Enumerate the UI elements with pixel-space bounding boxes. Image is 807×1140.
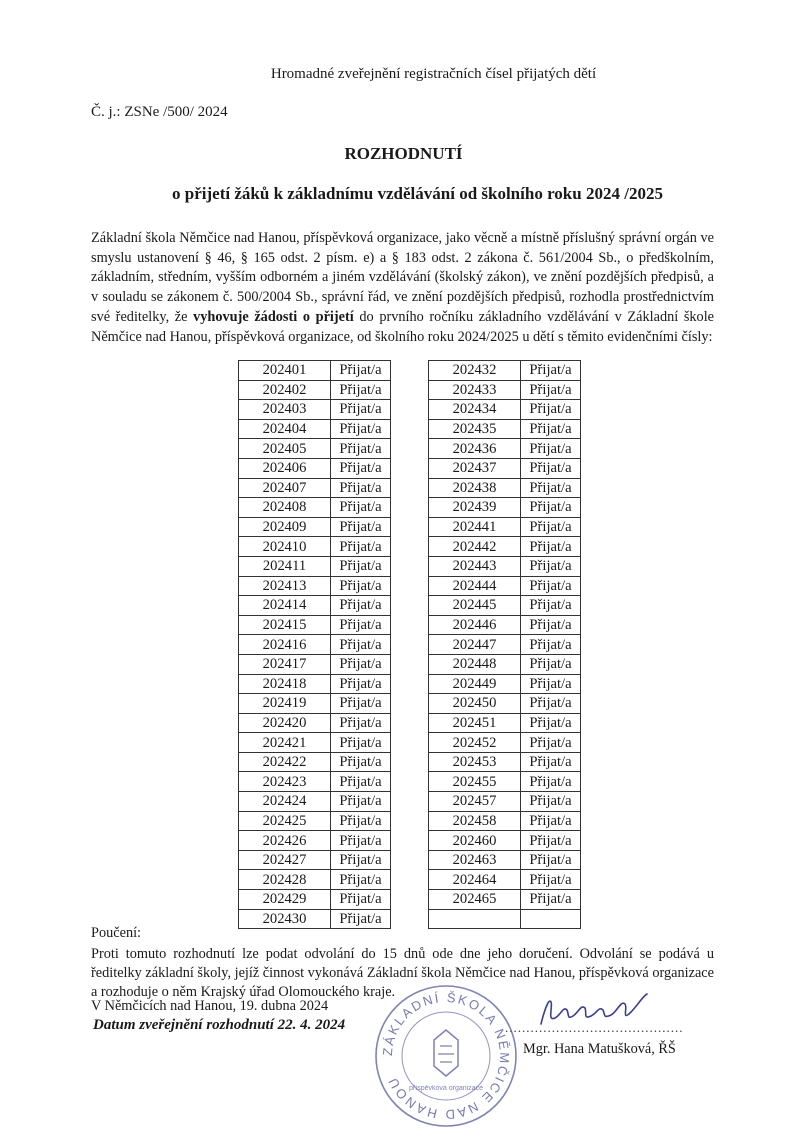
registration-number: 202403 <box>239 400 331 420</box>
table-row <box>239 831 391 851</box>
admission-status: Přijat/a <box>521 635 581 655</box>
registration-number: 202434 <box>429 400 521 420</box>
pouceni-text: Proti tomuto rozhodnutí lze podat odvolání do 15 dnů ode dne jeho doručení. Odvolání se podává u ředitelky základní školy, jejíž činnost vykonává Základní škola Němčice nad Hanou, příspěvková organizace a rozhoduje o něm Krajský úřad Olomouckého kraje. <box>91 946 714 1000</box>
table-row <box>429 870 581 890</box>
registration-number: 202447 <box>429 635 521 655</box>
table-row <box>429 498 581 518</box>
admission-status: Přijat/a <box>331 850 391 870</box>
registration-number: 202432 <box>429 361 521 381</box>
table-row <box>429 361 581 381</box>
table-row <box>429 654 581 674</box>
table-row <box>239 439 391 459</box>
table-row <box>239 498 391 518</box>
admission-status: Přijat/a <box>331 556 391 576</box>
registration-number: 202429 <box>239 890 331 910</box>
table-row <box>239 654 391 674</box>
admission-status: Přijat/a <box>331 713 391 733</box>
table-row <box>239 458 391 478</box>
school-stamp <box>372 982 520 1130</box>
registration-number: 202437 <box>429 458 521 478</box>
registration-number: 202439 <box>429 498 521 518</box>
table-row <box>239 576 391 596</box>
admission-status: Přijat/a <box>521 850 581 870</box>
table-row <box>239 772 391 792</box>
registration-number: 202463 <box>429 850 521 870</box>
registration-number: 202443 <box>429 556 521 576</box>
admission-status: Přijat/a <box>521 596 581 616</box>
table-row <box>429 615 581 635</box>
admission-status: Přijat/a <box>521 772 581 792</box>
table-row <box>239 615 391 635</box>
table-row <box>429 850 581 870</box>
table-row <box>239 674 391 694</box>
admission-status: Přijat/a <box>521 615 581 635</box>
registration-number: 202441 <box>429 517 521 537</box>
registration-number: 202460 <box>429 831 521 851</box>
registration-number: 202415 <box>239 615 331 635</box>
signature-line: .......................................... <box>505 1020 684 1035</box>
registration-number: 202402 <box>239 380 331 400</box>
admission-status: Přijat/a <box>331 400 391 420</box>
admission-status: Přijat/a <box>331 498 391 518</box>
registration-number: 202430 <box>239 909 331 929</box>
registration-number: 202442 <box>429 537 521 557</box>
admission-status: Přijat/a <box>521 537 581 557</box>
admission-status: Přijat/a <box>331 596 391 616</box>
table-row <box>239 537 391 557</box>
registration-number: 202420 <box>239 713 331 733</box>
admission-status: Přijat/a <box>331 517 391 537</box>
eagle-emblem-icon <box>434 1030 458 1076</box>
table-row <box>239 400 391 420</box>
admission-status: Přijat/a <box>521 654 581 674</box>
place-date: V Němčicích nad Hanou, 19. dubna 2024 <box>91 998 329 1014</box>
admission-status: Přijat/a <box>331 831 391 851</box>
admission-status: Přijat/a <box>331 752 391 772</box>
table-row <box>429 772 581 792</box>
admission-status: Přijat/a <box>521 713 581 733</box>
admission-status: Přijat/a <box>521 380 581 400</box>
table-row <box>429 400 581 420</box>
admission-status: Přijat/a <box>521 733 581 753</box>
table-row <box>239 811 391 831</box>
table-row <box>429 694 581 714</box>
admission-status: Přijat/a <box>331 792 391 812</box>
registration-number: 202446 <box>429 615 521 635</box>
registration-number: 202406 <box>239 458 331 478</box>
admission-status: Přijat/a <box>331 909 391 929</box>
registration-number: 202451 <box>429 713 521 733</box>
table-row <box>239 361 391 381</box>
registration-number: 202433 <box>429 380 521 400</box>
table-row <box>239 380 391 400</box>
registration-number: 202407 <box>239 478 331 498</box>
admission-status: Přijat/a <box>331 419 391 439</box>
table-row <box>429 792 581 812</box>
intro-text-2: do prvního ročníku základního vzdělávání v Základní škole Němčice nad Hanou, příspěvková organizace, od školního roku 2024/2025 u dětí s těmito evidenčními čísly: <box>91 308 715 345</box>
registration-number: 202419 <box>239 694 331 714</box>
admission-status: Přijat/a <box>521 694 581 714</box>
table-row <box>239 556 391 576</box>
intro-text-1: Základní škola Němčice nad Hanou, příspěvková organizace, jako věcně a místně příslušný správní orgán ve smyslu ustanovení § 46, § 165 odst. 2 písm. e) a § 183 odst. 2 zákona č. 561/2004 Sb., o předškolním, základním, středním, vyšším odborném a jiném vzdělávání (školský zákon), ve znění pozdějších předpisů, a v souladu se zákonem č. 500/2004 Sb., správní řád, ve znění pozdějších předpisů, rozhodla prostřednictvím své ředitelky, že <box>91 230 714 325</box>
registration-number: 202422 <box>239 752 331 772</box>
intro-bold: vyhovuje žádosti o přijetí <box>193 308 354 325</box>
registration-number: 202427 <box>239 850 331 870</box>
table-row <box>239 752 391 772</box>
registration-number: 202408 <box>239 498 331 518</box>
admission-status: Přijat/a <box>331 439 391 459</box>
admission-status: Přijat/a <box>521 811 581 831</box>
table-row-empty <box>429 909 581 929</box>
table-row <box>429 458 581 478</box>
registration-number: 202414 <box>239 596 331 616</box>
registration-number: 202458 <box>429 811 521 831</box>
table-row <box>429 380 581 400</box>
registration-number: 202438 <box>429 478 521 498</box>
registration-number: 202421 <box>239 733 331 753</box>
registration-number: 202436 <box>429 439 521 459</box>
registration-number: 202448 <box>429 654 521 674</box>
admission-status: Přijat/a <box>331 635 391 655</box>
admitted-table-left <box>238 360 391 929</box>
table-row <box>429 556 581 576</box>
table-row <box>239 635 391 655</box>
table-row <box>429 674 581 694</box>
admission-status: Přijat/a <box>521 890 581 910</box>
registration-number: 202418 <box>239 674 331 694</box>
admission-status: Přijat/a <box>521 400 581 420</box>
registration-number: 202450 <box>429 694 521 714</box>
publication-date: Datum zveřejnění rozhodnutí 22. 4. 2024 <box>93 1017 346 1033</box>
admission-status: Přijat/a <box>521 361 581 381</box>
table-row <box>429 811 581 831</box>
registration-number: 202465 <box>429 890 521 910</box>
admission-status: Přijat/a <box>521 517 581 537</box>
registration-number: 202453 <box>429 752 521 772</box>
stamp-inner-text: příspěvková organizace <box>409 1085 483 1092</box>
table-row <box>429 752 581 772</box>
table-row <box>239 478 391 498</box>
registration-number: 202444 <box>429 576 521 596</box>
admission-status: Přijat/a <box>331 615 391 635</box>
table-row <box>429 576 581 596</box>
registration-number: 202428 <box>239 870 331 890</box>
reference-number: Č. j.: ZSNe /500/ 2024 <box>91 104 228 120</box>
table-row <box>429 517 581 537</box>
table-row <box>429 890 581 910</box>
admission-status: Přijat/a <box>521 478 581 498</box>
table-row <box>239 733 391 753</box>
admission-status: Přijat/a <box>331 458 391 478</box>
admission-status: Přijat/a <box>521 498 581 518</box>
table-row <box>239 694 391 714</box>
registration-number: 202401 <box>239 361 331 381</box>
table-row <box>239 909 391 929</box>
registration-number: 202426 <box>239 831 331 851</box>
table-row <box>239 517 391 537</box>
signer-name: Mgr. Hana Matušková, ŘŠ <box>523 1041 676 1057</box>
table-row <box>239 596 391 616</box>
registration-number: 202409 <box>239 517 331 537</box>
registration-number: 202404 <box>239 419 331 439</box>
svg-text:ZÁKLADNÍ ŠKOLA NĚMČICE NAD HAN <box>380 990 512 1122</box>
admission-status: Přijat/a <box>331 576 391 596</box>
registration-number: 202416 <box>239 635 331 655</box>
admission-status: Přijat/a <box>331 870 391 890</box>
registration-number: 202417 <box>239 654 331 674</box>
admission-status: Přijat/a <box>331 537 391 557</box>
admission-status: Přijat/a <box>521 792 581 812</box>
admission-status: Přijat/a <box>521 576 581 596</box>
admission-status: Přijat/a <box>521 831 581 851</box>
admission-status: Přijat/a <box>331 694 391 714</box>
table-row <box>239 792 391 812</box>
admission-status: Přijat/a <box>521 419 581 439</box>
decision-paragraph <box>91 229 714 347</box>
registration-number: 202425 <box>239 811 331 831</box>
admission-status: Přijat/a <box>331 772 391 792</box>
registration-number: 202445 <box>429 596 521 616</box>
table-row <box>429 733 581 753</box>
stamp-text: ZÁKLADNÍ ŠKOLA NĚMČICE NAD HANOU <box>379 989 513 1123</box>
table-row <box>429 596 581 616</box>
registration-number: 202405 <box>239 439 331 459</box>
table-row <box>429 635 581 655</box>
document-subtitle: o přijetí žáků k základnímu vzdělávání od školního roku 2024 /2025 <box>172 184 663 203</box>
registration-number: 202452 <box>429 733 521 753</box>
table-row <box>239 713 391 733</box>
registration-number: 202455 <box>429 772 521 792</box>
table-row <box>239 870 391 890</box>
admission-status: Přijat/a <box>521 439 581 459</box>
admission-status: Přijat/a <box>331 380 391 400</box>
admission-status: Přijat/a <box>331 654 391 674</box>
admission-status: Přijat/a <box>331 890 391 910</box>
admission-status: Přijat/a <box>521 752 581 772</box>
registration-number: 202410 <box>239 537 331 557</box>
table-row <box>239 419 391 439</box>
table-row <box>429 537 581 557</box>
registration-number: 202435 <box>429 419 521 439</box>
table-row <box>429 831 581 851</box>
table-row <box>239 890 391 910</box>
signature <box>533 988 653 1033</box>
admission-status: Přijat/a <box>331 361 391 381</box>
registration-number: 202424 <box>239 792 331 812</box>
table-row <box>239 850 391 870</box>
registration-number: 202449 <box>429 674 521 694</box>
admission-status: Přijat/a <box>331 674 391 694</box>
admitted-table-right <box>428 360 581 929</box>
admission-status: Přijat/a <box>521 556 581 576</box>
admission-status: Přijat/a <box>331 811 391 831</box>
header-note: Hromadné zveřejnění registračních čísel přijatých dětí <box>270 66 597 82</box>
registration-number: 202411 <box>239 556 331 576</box>
table-row <box>429 478 581 498</box>
registration-number: 202423 <box>239 772 331 792</box>
admission-status: Přijat/a <box>521 674 581 694</box>
document-title: ROZHODNUTÍ <box>344 144 463 163</box>
table-row <box>429 439 581 459</box>
admission-status: Přijat/a <box>331 733 391 753</box>
registration-number: 202457 <box>429 792 521 812</box>
pouceni-title: Poučení: <box>91 925 142 941</box>
admission-status: Přijat/a <box>331 478 391 498</box>
table-row <box>429 713 581 733</box>
admission-status: Přijat/a <box>521 458 581 478</box>
table-row <box>429 419 581 439</box>
registration-number: 202464 <box>429 870 521 890</box>
registration-number: 202413 <box>239 576 331 596</box>
admission-status: Přijat/a <box>521 870 581 890</box>
